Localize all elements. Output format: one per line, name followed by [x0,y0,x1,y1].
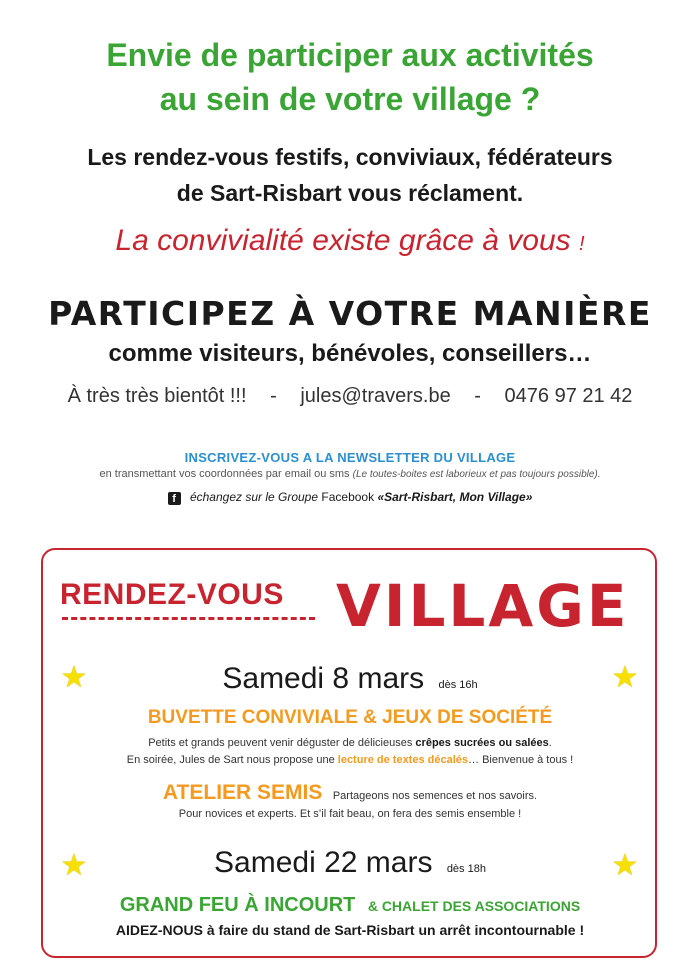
event-date-2 [0,846,700,880]
headline-line-1: Envie de participer aux activités [106,37,594,73]
subtitle-line-2: de Sart-Risbart vous réclament. [176,180,524,206]
tagline-text: La convivialité existe grâce à vous [115,224,571,257]
participez-heading: PARTICIPEZ À VOTRE MANIÈRE [48,294,652,333]
rendez-vous-label: RENDEZ-VOUS [60,578,284,611]
contact-phone: 0476 97 21 42 [504,385,633,407]
aidez-nous-text: AIDEZ-NOUS à faire du stand de Sart-Risbart un arrêt incontournable ! [115,922,585,938]
contact-email[interactable]: jules@travers.be [300,385,451,407]
atelier-line [0,781,700,805]
atelier-text: Partageons nos semences et nos savoirs. [332,790,538,802]
headline [0,33,700,121]
facebook-icon: f [168,492,181,505]
participation-roles: comme visiteurs, bénévoles, conseillers… [108,340,592,367]
star-icon: ★ [60,661,88,694]
event-date-1 [0,662,700,696]
tagline [0,224,700,258]
crepes-highlight: crêpes sucrées ou salées [415,737,549,749]
headline-line-2: au sein de votre village ? [159,81,541,117]
contact-separator: - [474,385,481,407]
grand-feu-title: GRAND FEU À INCOURT [119,894,356,916]
tagline-exclamation: ! [579,233,585,255]
contact-line [0,385,700,408]
event-date-2-time: dès 18h [446,863,486,875]
contact-greeting: À très très bientôt !!! [67,385,247,407]
newsletter-title: INSCRIVEZ-VOUS A LA NEWSLETTER DU VILLAGE [184,450,516,465]
star-icon: ★ [611,661,639,694]
contact-separator: - [270,385,277,407]
subtitle [0,139,700,211]
para1-f: … Bienvenue à tous ! [468,754,574,766]
event-date-1-text: Samedi 8 mars [222,662,425,695]
star-icon: ★ [611,849,639,882]
atelier-title: ATELIER SEMIS [162,781,323,804]
village-label: VILLAGE [336,572,630,640]
para1-c: . [548,737,552,749]
facebook-group-name: «Sart-Risbart, Mon Village» [377,490,533,504]
lecture-highlight: lecture de textes décalés [337,754,469,766]
newsletter-description: en transmettant vos coordonnées par email ou sms [99,468,350,480]
dashed-underline [62,617,315,620]
newsletter-note: (Le toutes-boites est laborieux et pas toujours possible). [352,469,601,480]
buvette-title: BUVETTE CONVIVIALE & JEUX DE SOCIÉTÉ [147,707,553,728]
chalet-title: & CHALET DES ASSOCIATIONS [367,898,581,914]
subtitle-line-1: Les rendez-vous festifs, conviviaux, fédérateurs [87,144,613,170]
para1-d: En soirée, Jules de Sart nous propose une [126,754,335,766]
event-date-2-text: Samedi 22 mars [214,846,433,879]
buvette-description [0,735,700,769]
grand-feu-line [0,894,700,917]
event-date-1-time: dès 16h [438,679,478,691]
newsletter-text [0,468,700,480]
facebook-line [0,490,700,505]
facebook-brand: Facebook [321,490,375,504]
atelier-description: Pour novices et experts. Et s’il fait beau, on fera des semis ensemble ! [178,808,522,820]
facebook-text: échangez sur le Groupe [189,490,319,504]
star-icon: ★ [60,849,88,882]
para1-a: Petits et grands peuvent venir déguster de délicieuses [148,737,413,749]
